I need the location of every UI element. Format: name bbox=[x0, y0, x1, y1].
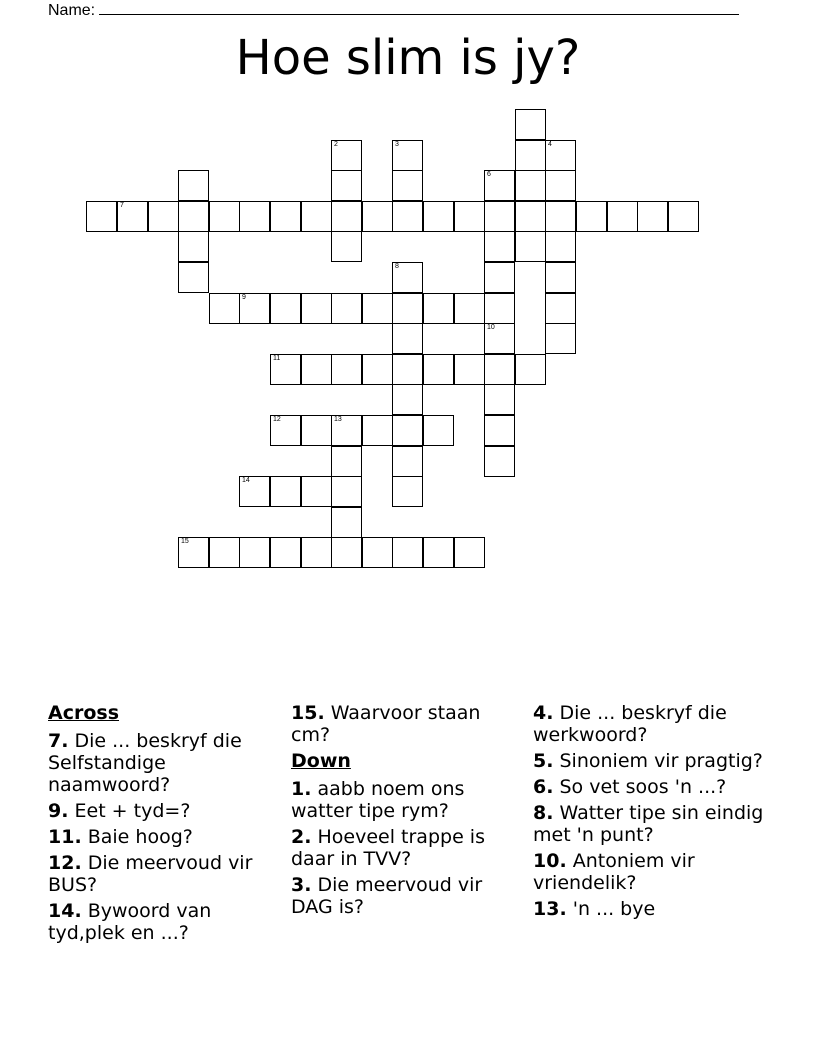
down-clue-13 bbox=[533, 898, 773, 920]
clue-number: 4. bbox=[533, 702, 554, 724]
crossword-cell[interactable] bbox=[545, 201, 576, 232]
clue-text: Waarvoor staan cm? bbox=[291, 702, 481, 746]
crossword-cell[interactable] bbox=[423, 415, 454, 446]
crossword-cell[interactable] bbox=[362, 415, 393, 446]
crossword-cell[interactable] bbox=[454, 537, 485, 568]
clue-text: Watter tipe sin eindig met 'n punt? bbox=[533, 802, 764, 846]
cell-number: 12 bbox=[273, 416, 281, 423]
crossword-cell[interactable] bbox=[362, 201, 393, 232]
crossword-cell[interactable] bbox=[331, 170, 362, 201]
crossword-cell[interactable] bbox=[178, 262, 209, 293]
crossword-cell[interactable] bbox=[515, 231, 546, 262]
crossword-cell[interactable] bbox=[362, 537, 393, 568]
clue-number: 9. bbox=[48, 800, 69, 822]
crossword-cell[interactable] bbox=[392, 384, 423, 415]
down-clue-8 bbox=[533, 802, 773, 846]
crossword-cell[interactable] bbox=[545, 231, 576, 262]
crossword-cell[interactable] bbox=[209, 537, 240, 568]
clue-text: 'n ... bye bbox=[572, 898, 656, 920]
clue-text: Hoeveel trappe is daar in TVV? bbox=[291, 826, 485, 870]
across-clue-14 bbox=[48, 900, 278, 944]
across-clue-12 bbox=[48, 852, 278, 896]
down-clue-4 bbox=[533, 702, 773, 746]
crossword-cell[interactable] bbox=[331, 231, 362, 262]
clue-number: 7. bbox=[48, 730, 69, 752]
crossword-cell[interactable] bbox=[270, 476, 301, 507]
crossword-cell[interactable] bbox=[484, 415, 515, 446]
crossword-cell[interactable] bbox=[331, 415, 362, 446]
name-label: Name: bbox=[48, 2, 96, 19]
crossword-cell[interactable] bbox=[423, 354, 454, 385]
clue-text: aabb noem ons watter tipe rym? bbox=[291, 778, 465, 822]
crossword-cell[interactable] bbox=[545, 262, 576, 293]
cell-number: 2 bbox=[334, 141, 338, 148]
crossword-cell[interactable] bbox=[178, 537, 209, 568]
crossword-cell[interactable] bbox=[301, 354, 332, 385]
crossword-cell[interactable] bbox=[423, 201, 454, 232]
crossword-cell[interactable] bbox=[484, 231, 515, 262]
across-heading: Across bbox=[48, 702, 120, 724]
crossword-cell[interactable] bbox=[148, 201, 179, 232]
cell-number: 10 bbox=[487, 324, 495, 331]
crossword-cell[interactable] bbox=[484, 262, 515, 293]
crossword-cell[interactable] bbox=[392, 201, 423, 232]
crossword-cell[interactable] bbox=[545, 323, 576, 354]
crossword-cell[interactable] bbox=[392, 446, 423, 477]
crossword-cell[interactable] bbox=[392, 262, 423, 293]
crossword-cell[interactable] bbox=[484, 323, 515, 354]
across-clue-11 bbox=[48, 826, 278, 848]
cell-number: 9 bbox=[242, 294, 246, 301]
clue-number: 15. bbox=[291, 702, 325, 724]
page-title: Hoe slim is jy? bbox=[235, 30, 581, 86]
crossword-cell[interactable] bbox=[301, 415, 332, 446]
crossword-cell[interactable] bbox=[178, 231, 209, 262]
crossword-cell[interactable] bbox=[423, 537, 454, 568]
crossword-cell[interactable] bbox=[178, 170, 209, 201]
crossword-cell[interactable] bbox=[454, 201, 485, 232]
crossword-cell[interactable] bbox=[545, 170, 576, 201]
crossword-cell[interactable] bbox=[423, 293, 454, 324]
crossword-cell[interactable] bbox=[515, 109, 546, 140]
crossword-cell[interactable] bbox=[301, 537, 332, 568]
down-clue-6 bbox=[533, 776, 773, 798]
down-clue-1 bbox=[291, 778, 521, 822]
clue-text: Sinoniem vir pragtig? bbox=[559, 750, 763, 772]
clue-number: 10. bbox=[533, 850, 567, 872]
clue-number: 8. bbox=[533, 802, 554, 824]
crossword-cell[interactable] bbox=[545, 293, 576, 324]
clue-number: 1. bbox=[291, 778, 312, 800]
crossword-cell[interactable] bbox=[270, 293, 301, 324]
across-clue-7 bbox=[48, 730, 278, 796]
crossword-cell[interactable] bbox=[668, 201, 699, 232]
crossword-cell[interactable] bbox=[392, 415, 423, 446]
clue-number: 2. bbox=[291, 826, 312, 848]
clue-text: Antoniem vir vriendelik? bbox=[533, 850, 695, 894]
crossword-cell[interactable] bbox=[331, 537, 362, 568]
crossword-cell[interactable] bbox=[545, 140, 576, 171]
crossword-cell[interactable] bbox=[301, 293, 332, 324]
crossword-cell[interactable] bbox=[484, 293, 515, 324]
crossword-cell[interactable] bbox=[270, 537, 301, 568]
crossword-cell[interactable] bbox=[515, 354, 546, 385]
crossword-cell[interactable] bbox=[86, 201, 117, 232]
clue-column-1 bbox=[48, 702, 278, 948]
clue-text: Die meervoud vir BUS? bbox=[48, 852, 253, 896]
crossword-cell[interactable] bbox=[331, 476, 362, 507]
crossword-cell[interactable] bbox=[392, 476, 423, 507]
crossword-cell[interactable] bbox=[484, 384, 515, 415]
crossword-cell[interactable] bbox=[515, 140, 546, 171]
crossword-cell[interactable] bbox=[209, 201, 240, 232]
cell-number: 13 bbox=[334, 416, 342, 423]
cell-number: 14 bbox=[242, 477, 250, 484]
crossword-cell[interactable] bbox=[117, 201, 148, 232]
crossword-cell[interactable] bbox=[392, 354, 423, 385]
crossword-cell[interactable] bbox=[576, 201, 607, 232]
clue-column-3 bbox=[533, 702, 773, 924]
cell-number: 4 bbox=[548, 141, 552, 148]
crossword-cell[interactable] bbox=[331, 293, 362, 324]
crossword-cell[interactable] bbox=[607, 201, 638, 232]
crossword-cell[interactable] bbox=[362, 293, 393, 324]
crossword-cell[interactable] bbox=[454, 293, 485, 324]
clue-number: 11. bbox=[48, 826, 82, 848]
crossword-cell[interactable] bbox=[331, 140, 362, 171]
crossword-cell[interactable] bbox=[331, 446, 362, 477]
clue-text: So vet soos 'n ...? bbox=[559, 776, 727, 798]
crossword-cell[interactable] bbox=[484, 170, 515, 201]
clue-text: Die ... beskryf die Selfstandige naamwoord? bbox=[48, 730, 242, 796]
crossword-cell[interactable] bbox=[239, 293, 270, 324]
cell-number: 3 bbox=[395, 141, 399, 148]
down-clue-2 bbox=[291, 826, 521, 870]
clue-number: 14. bbox=[48, 900, 82, 922]
cell-number: 7 bbox=[120, 202, 124, 209]
crossword-cell[interactable] bbox=[454, 354, 485, 385]
crossword-cell[interactable] bbox=[392, 293, 423, 324]
clue-number: 13. bbox=[533, 898, 567, 920]
cell-number: 6 bbox=[487, 171, 491, 178]
clue-text: Die ... beskryf die werkwoord? bbox=[533, 702, 727, 746]
clue-number: 12. bbox=[48, 852, 82, 874]
crossword-cell[interactable] bbox=[392, 170, 423, 201]
down-clue-3 bbox=[291, 874, 521, 918]
crossword-cell[interactable] bbox=[331, 201, 362, 232]
crossword-cell[interactable] bbox=[392, 323, 423, 354]
clue-text: Eet + tyd=? bbox=[74, 800, 191, 822]
crossword-cell[interactable] bbox=[515, 170, 546, 201]
crossword-cell[interactable] bbox=[239, 201, 270, 232]
crossword-cell[interactable] bbox=[301, 476, 332, 507]
crossword-cell[interactable] bbox=[484, 354, 515, 385]
clue-column-2 bbox=[291, 702, 521, 922]
crossword-cell[interactable] bbox=[331, 507, 362, 538]
crossword-cell[interactable] bbox=[239, 537, 270, 568]
crossword-cell[interactable] bbox=[331, 354, 362, 385]
clue-text: Bywoord van tyd,plek en ...? bbox=[48, 900, 212, 944]
down-heading: Down bbox=[291, 750, 351, 772]
cell-number: 15 bbox=[181, 538, 189, 545]
cell-number: 11 bbox=[273, 355, 281, 362]
crossword-cell[interactable] bbox=[392, 537, 423, 568]
crossword-cell[interactable] bbox=[239, 476, 270, 507]
across-clue-9 bbox=[48, 800, 278, 822]
down-clue-5 bbox=[533, 750, 773, 772]
across-clue-15 bbox=[291, 702, 521, 746]
clue-text: Baie hoog? bbox=[87, 826, 193, 848]
crossword-cell[interactable] bbox=[270, 415, 301, 446]
crossword-cell[interactable] bbox=[637, 201, 668, 232]
cell-number: 8 bbox=[395, 263, 399, 270]
clue-text: Die meervoud vir DAG is? bbox=[291, 874, 483, 918]
crossword-cell[interactable] bbox=[209, 293, 240, 324]
crossword-cell[interactable] bbox=[362, 354, 393, 385]
crossword-cell[interactable] bbox=[301, 201, 332, 232]
clue-number: 3. bbox=[291, 874, 312, 896]
crossword-cell[interactable] bbox=[484, 201, 515, 232]
crossword-cell[interactable] bbox=[392, 140, 423, 171]
crossword-cell[interactable] bbox=[178, 201, 209, 232]
clue-number: 5. bbox=[533, 750, 554, 772]
crossword-cell[interactable] bbox=[270, 201, 301, 232]
crossword-cell[interactable] bbox=[515, 201, 546, 232]
clue-number: 6. bbox=[533, 776, 554, 798]
down-clue-10 bbox=[533, 850, 773, 894]
crossword-cell[interactable] bbox=[484, 446, 515, 477]
crossword-cell[interactable] bbox=[270, 354, 301, 385]
